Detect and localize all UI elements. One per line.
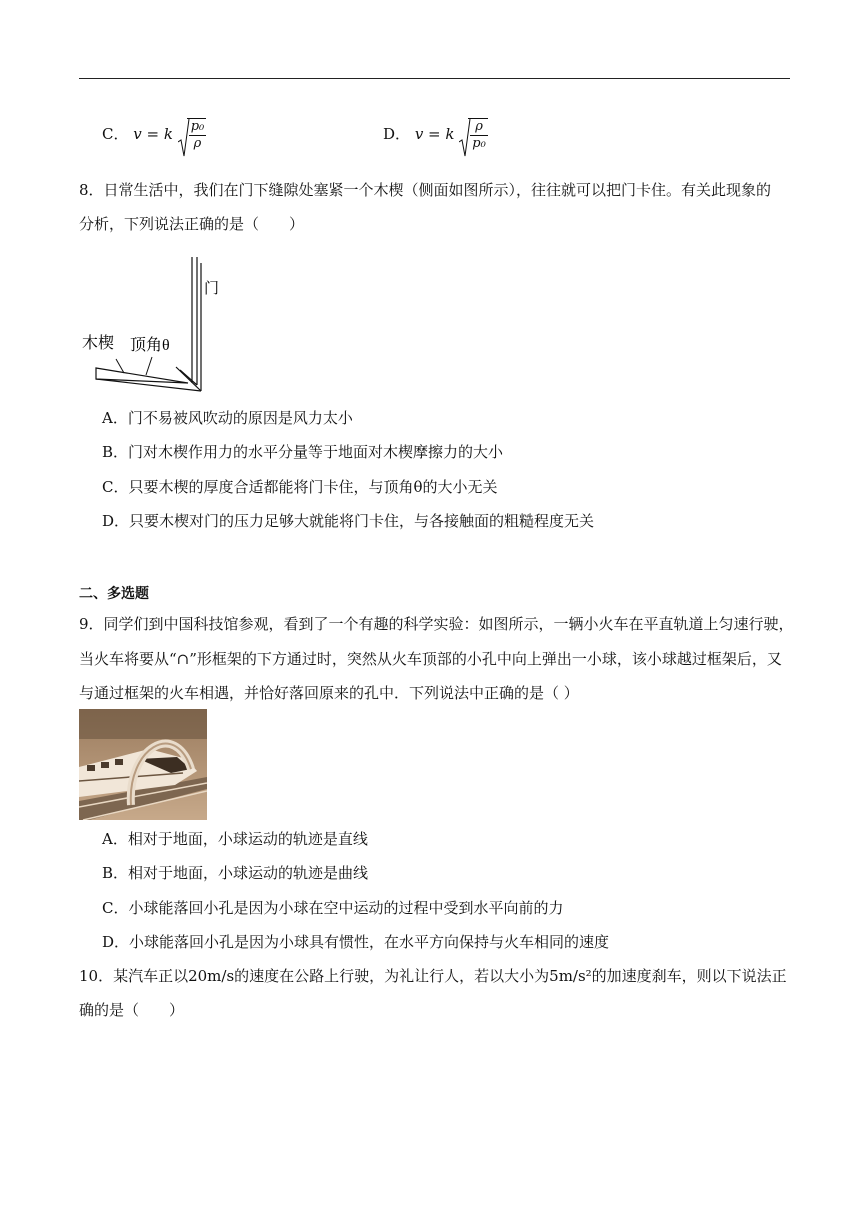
option-c-lhs: v = k xyxy=(133,125,173,143)
radical-sign xyxy=(178,118,190,158)
wedge-door-diagram xyxy=(80,255,230,397)
option-d-denominator: p₀ xyxy=(472,136,486,151)
q8-option-d[interactable]: D．只要木楔对门的压力足够大就能将门卡住，与各接触面的粗糙程度无关 xyxy=(102,512,595,530)
option-c-letter: C． xyxy=(102,125,129,143)
option-d-numerator: ρ xyxy=(470,119,488,136)
header-rule xyxy=(79,78,790,79)
label-angle: 顶角θ xyxy=(130,337,170,354)
train-experiment-photo xyxy=(79,709,207,820)
q9-stem-line2: 当火车将要从“∩”形框架的下方通过时，突然从火车顶部的小孔中向上弹出一小球，该小球越过框架后，又 xyxy=(79,650,782,668)
q10-stem-line1: 10．某汽车正以20m/s的速度在公路上行驶，为礼让行人，若以大小为5m/s²的加速度刹车，则以下说法正 xyxy=(79,967,787,985)
q9-option-b[interactable]: B．相对于地面，小球运动的轨迹是曲线 xyxy=(102,864,369,882)
q9-stem-line1: 9．同学们到中国科技馆参观，看到了一个有趣的科学实验：如图所示，一辆小火车在平直轨道上匀速行驶， xyxy=(79,615,794,633)
option-c-numerator: p₀ xyxy=(190,119,205,134)
option-d-q7[interactable] xyxy=(383,118,488,152)
q9-option-c[interactable]: C．小球能落回小孔是因为小球在空中运动的过程中受到水平向前的力 xyxy=(102,899,564,917)
q8-option-b[interactable]: B．门对木楔作用力的水平分量等于地面对木楔摩擦力的大小 xyxy=(102,443,504,461)
label-door: 门 xyxy=(204,281,220,297)
option-c-denominator: ρ xyxy=(193,136,202,151)
option-c-sqrt xyxy=(178,118,207,152)
q8-stem-line1: 8．日常生活中，我们在门下缝隙处塞紧一个木楔（侧面如图所示），往往就可以把门卡住。有关此现象的 xyxy=(79,181,772,199)
option-d-lhs: v = k xyxy=(414,125,455,143)
section-title: 二、多选题 xyxy=(79,586,149,602)
option-d-sqrt xyxy=(459,118,488,152)
q9-stem-line3: 与通过框架的火车相遇，并恰好落回原来的孔中．下列说法中正确的是（ ） xyxy=(79,684,579,702)
q8-stem-line2: 分析，下列说法正确的是（ ） xyxy=(79,215,305,233)
label-wedge: 木楔 xyxy=(82,335,115,352)
q8-option-c[interactable]: C．只要木楔的厚度合适都能将门卡住，与顶角θ的大小无关 xyxy=(102,478,498,496)
q9-option-a[interactable]: A．相对于地面，小球运动的轨迹是直线 xyxy=(102,830,368,848)
radical-sign xyxy=(459,118,471,158)
q8-option-a[interactable]: A．门不易被风吹动的原因是风力太小 xyxy=(102,409,353,427)
q10-stem-line2: 确的是（ ） xyxy=(79,1001,185,1019)
q9-option-d[interactable]: D．小球能落回小孔是因为小球具有惯性，在水平方向保持与火车相同的速度 xyxy=(102,933,610,951)
option-c-q7[interactable] xyxy=(102,118,206,152)
option-d-letter: D． xyxy=(383,125,411,143)
